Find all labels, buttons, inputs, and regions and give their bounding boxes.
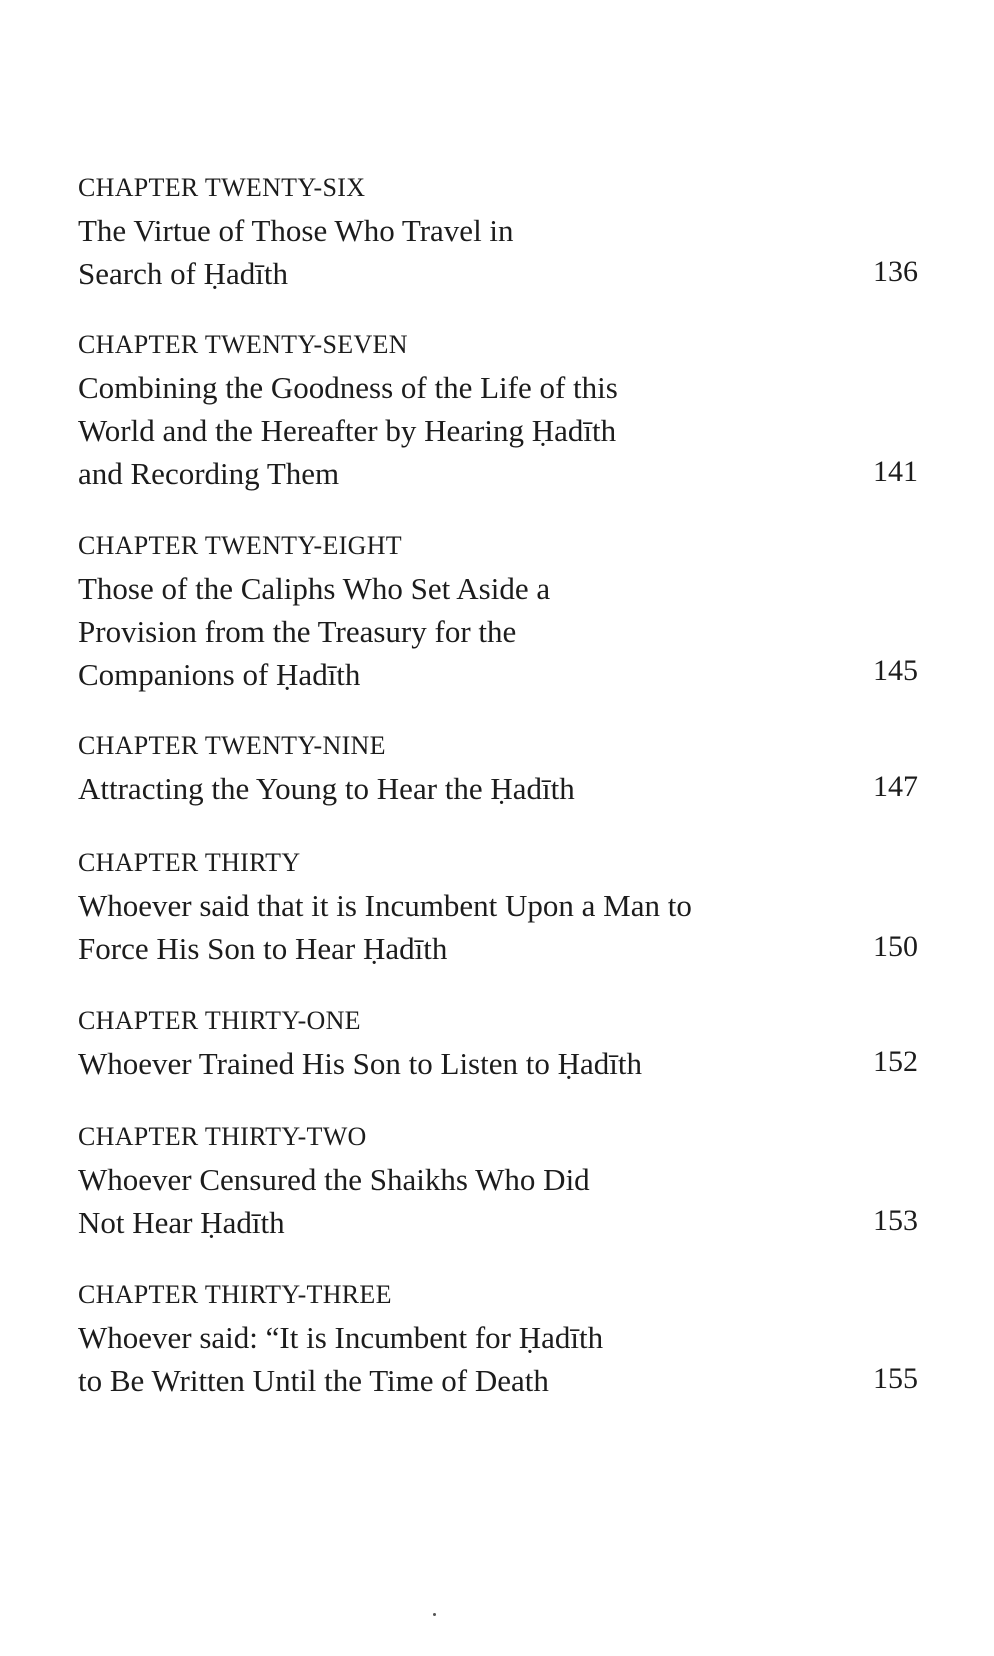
page-number: 147 — [873, 770, 918, 803]
toc-entry — [78, 524, 918, 696]
chapter-title-line: Whoever Trained His Son to Listen to Ḥadīth — [78, 1046, 642, 1081]
page-number: 136 — [873, 255, 918, 288]
page-number: 152 — [873, 1045, 918, 1078]
chapter-title-line: Those of the Caliphs Who Set Aside a — [78, 571, 551, 606]
chapter-heading: CHAPTER TWENTY-SEVEN — [78, 330, 408, 359]
toc-entry — [78, 166, 918, 295]
chapter-heading: CHAPTER THIRTY-THREE — [78, 1280, 392, 1309]
page-number: 141 — [873, 455, 918, 488]
toc-entry — [78, 1273, 918, 1402]
chapter-title-line: Whoever Censured the Shaikhs Who Did — [78, 1162, 590, 1197]
toc-entry — [78, 999, 918, 1085]
chapter-heading: CHAPTER THIRTY-TWO — [78, 1122, 367, 1151]
chapter-title-line: Combining the Goodness of the Life of this — [78, 370, 618, 405]
toc-entry — [78, 841, 918, 970]
chapter-title-line: Whoever said: “It is Incumbent for Ḥadīth — [78, 1320, 604, 1355]
toc-entry — [78, 1115, 918, 1244]
chapter-title-line: Whoever said that it is Incumbent Upon a Man to — [78, 888, 692, 923]
chapter-title-line: Force His Son to Hear Ḥadīth — [78, 931, 448, 966]
chapter-title-line: Not Hear Ḥadīth — [78, 1205, 285, 1240]
chapter-title-line: Companions of Ḥadīth — [78, 657, 361, 692]
chapter-title-line: to Be Written Until the Time of Death — [78, 1363, 549, 1398]
chapter-title-line: The Virtue of Those Who Travel in — [78, 213, 514, 248]
page-number: 150 — [873, 930, 918, 963]
chapter-title-line: Attracting the Young to Hear the Ḥadīth — [78, 771, 575, 806]
chapter-heading: CHAPTER TWENTY-SIX — [78, 173, 366, 202]
chapter-heading: CHAPTER TWENTY-EIGHT — [78, 531, 402, 560]
scan-speck — [433, 1613, 436, 1616]
toc-entry — [78, 724, 918, 810]
chapter-title-line: and Recording Them — [78, 456, 340, 491]
chapter-title-line: Search of Ḥadīth — [78, 256, 289, 291]
page-number: 155 — [873, 1362, 918, 1395]
page-number: 153 — [873, 1204, 918, 1237]
chapter-heading: CHAPTER TWENTY-NINE — [78, 731, 386, 760]
chapter-title-line: Provision from the Treasury for the — [78, 614, 517, 649]
chapter-title-line: World and the Hereafter by Hearing Ḥadīth — [78, 413, 617, 448]
toc-entry — [78, 323, 918, 495]
page-number: 145 — [873, 654, 918, 687]
chapter-heading: CHAPTER THIRTY-ONE — [78, 1006, 361, 1035]
chapter-heading: CHAPTER THIRTY — [78, 848, 301, 877]
